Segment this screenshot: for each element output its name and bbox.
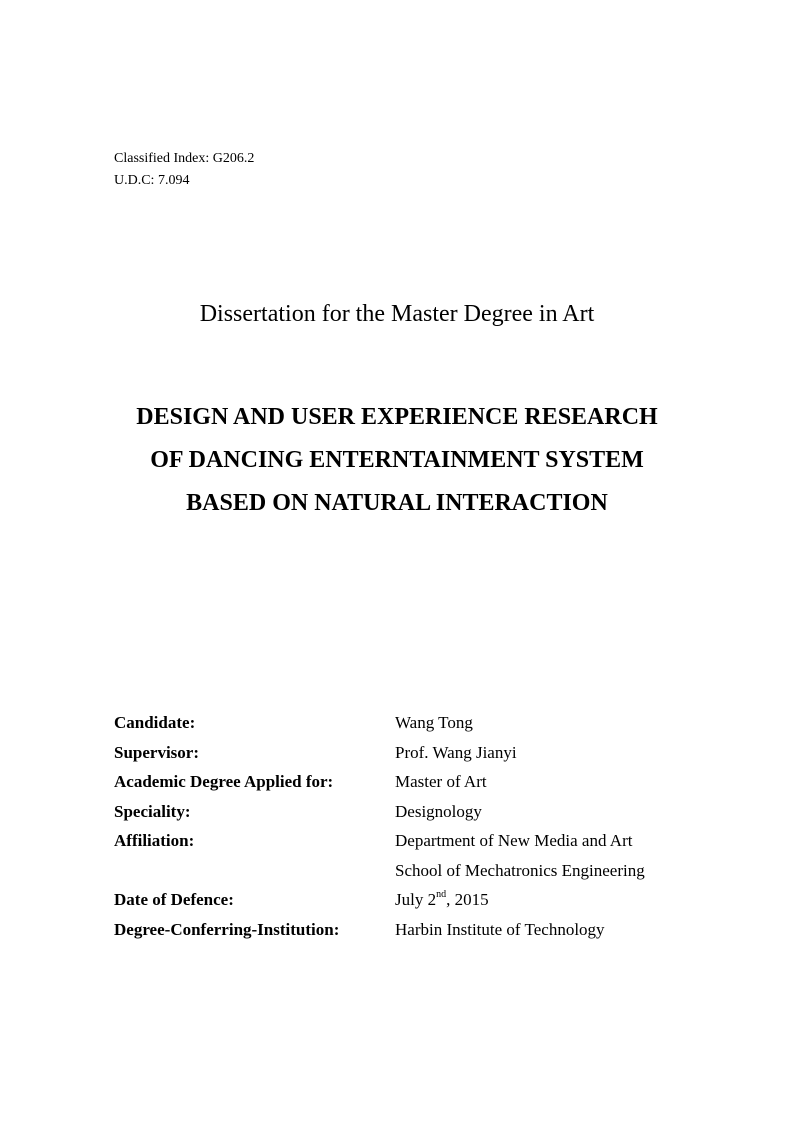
degree-heading: Dissertation for the Master Degree in Art [199,301,595,327]
affiliation-value-line2: School of Mechatronics Engineering [395,860,645,880]
affiliation-row [114,826,714,856]
speciality-label: Speciality: [114,801,191,821]
candidate-label: Candidate: [114,713,196,732]
defence-value [395,885,489,915]
speciality-value: Designology [395,801,482,821]
supervisor-value: Prof. Wang Jianyi [395,742,517,762]
affiliation-label: Affiliation: [114,831,195,850]
title-line-3: BASED ON NATURAL INTERACTION [186,490,608,516]
speciality-row [114,797,714,827]
defence-date-main: July 2 [395,890,437,909]
candidate-info-table [114,708,714,944]
defence-row [114,885,714,915]
supervisor-row [114,738,714,768]
supervisor-label: Supervisor: [114,742,199,762]
classification-block [114,148,254,192]
defence-date-year: , 2015 [446,890,489,909]
affiliation-row-continued [114,856,714,886]
title-line-1: DESIGN AND USER EXPERIENCE RESEARCH [136,404,658,430]
defence-label: Date of Defence: [114,890,234,909]
udc-code: U.D.C: 7.094 [114,173,190,188]
degree-label: Academic Degree Applied for: [114,772,334,791]
defence-date-ordinal: nd [436,889,447,901]
institution-label: Degree-Conferring-Institution: [114,919,340,939]
degree-value: Master of Art [395,772,487,791]
affiliation-value-line1: Department of New Media and Art [395,831,633,850]
title-line-2: OF DANCING ENTERNTAINMENT SYSTEM [150,447,644,473]
institution-row [114,915,714,945]
degree-row [114,767,714,797]
dissertation-title [0,396,794,525]
institution-value: Harbin Institute of Technology [395,919,605,939]
candidate-row [114,708,714,738]
candidate-value: Wang Tong [395,713,473,732]
classified-index: Classified Index: G206.2 [114,151,255,166]
